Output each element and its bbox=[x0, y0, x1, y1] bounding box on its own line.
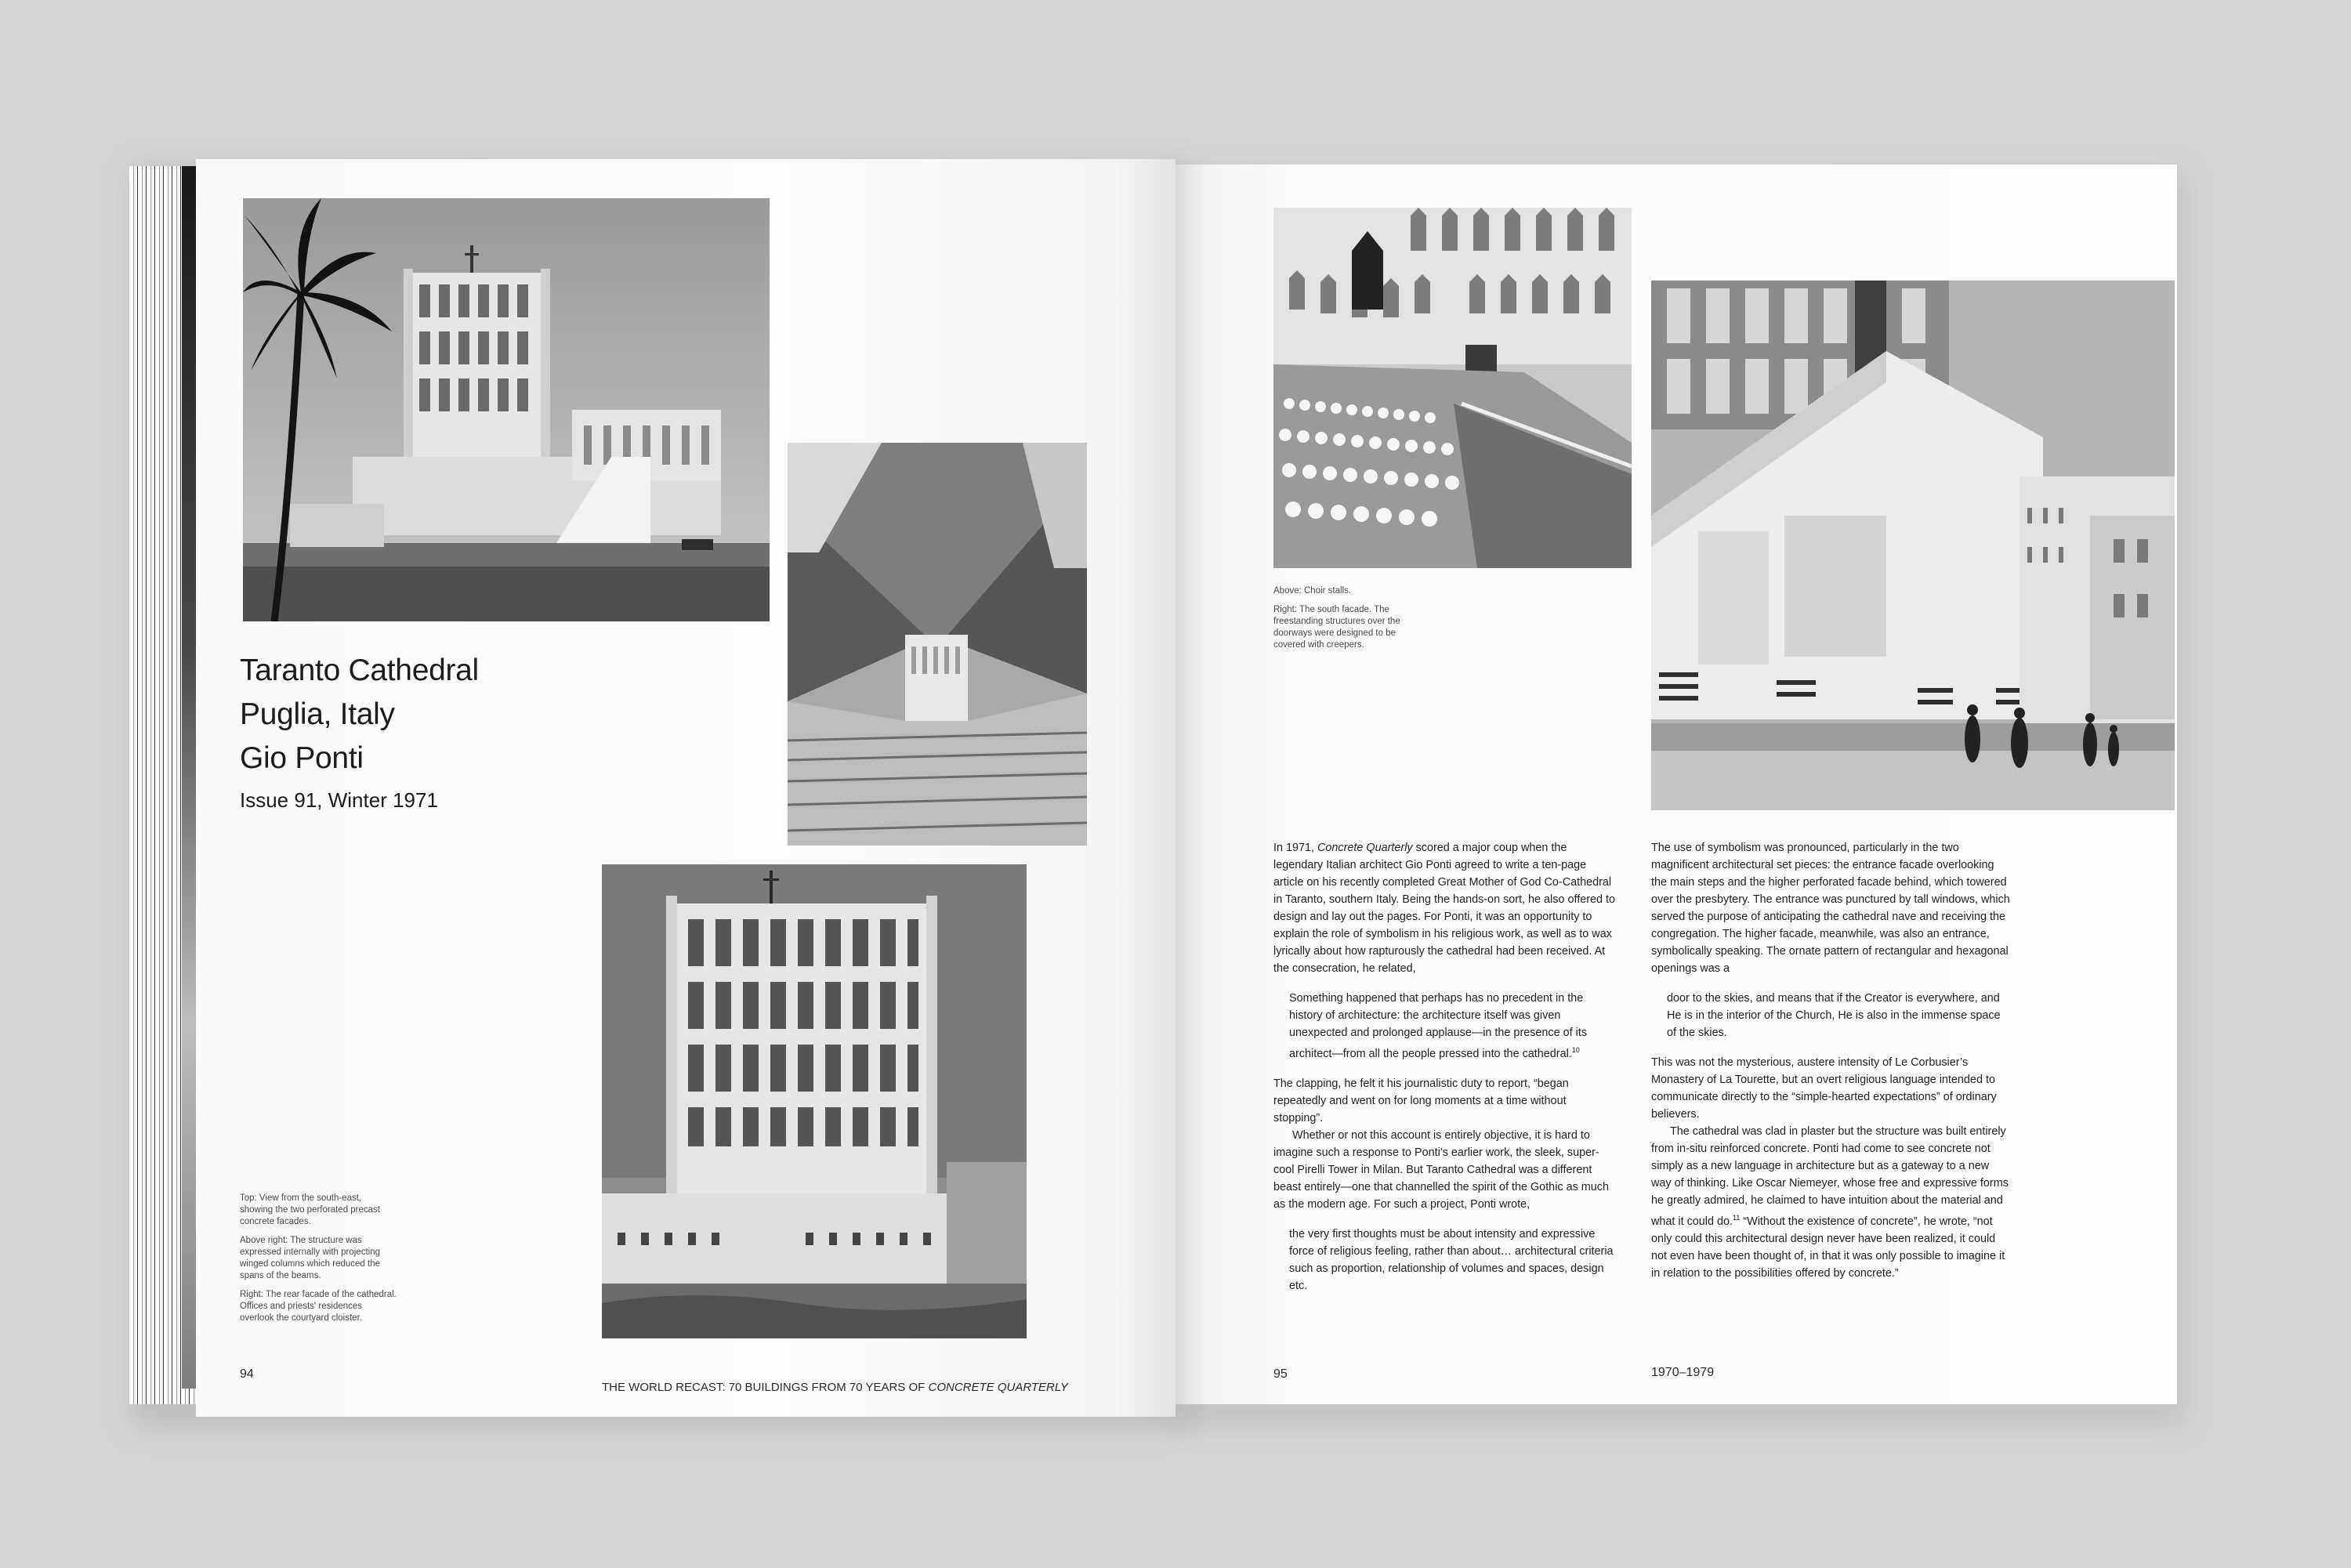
paragraph-symbolism: The use of symbolism was pronounced, particularly in the two magnificent architectural set pieces: the entrance facade overlooking the main steps and the higher perforated facade behind, which towered over the presbytery. The entrance was punctured by tall windows, which served the purpose of anticipating the cathedral nave and receiving the congregation. The higher facade, meanwhile, was also an entrance, symbolically speaking. The ornate pattern of rectangular and hexagonal openings was a bbox=[1651, 842, 2010, 975]
quote-first-thoughts: the very first thoughts must be about intensity and expressive force of religious feeling, rather than about… architectural criteria such as proportion, relationship of volumes and spaces, design etc. bbox=[1289, 1227, 1614, 1292]
caption-top: Top: View from the south-east, showing the two perforated precast concrete facades. bbox=[240, 1193, 380, 1226]
running-title bbox=[602, 1381, 1068, 1394]
article-body-column-1 bbox=[1273, 839, 1618, 1307]
quote-consecration bbox=[1289, 990, 1618, 1063]
quote-consecration-text: Something happened that perhaps has no precedent in the history of architecture: the architecture itself was given unexpected and prolonged applause—in the presence of its architect—from all the people pressed into the cathedral. bbox=[1289, 992, 1588, 1060]
publication-name: Concrete Quarterly bbox=[1317, 842, 1413, 854]
issue-label: Issue 91, Winter 1971 bbox=[240, 788, 438, 812]
right-captions bbox=[1273, 585, 1422, 658]
photo-south-facade bbox=[1651, 281, 2175, 810]
paragraph-le-corbusier: This was not the mysterious, austere intensity of Le Corbusier’s Monastery of La Tourette, but an overt religious language intended to communicate directly to the “simple-hearted expectations” of ordinary believers. bbox=[1651, 1056, 1997, 1121]
caption-right: Right: The rear facade of the cathedral. Offices and priests' residences overlook the courtyard cloister. bbox=[240, 1290, 397, 1323]
paragraph-intro bbox=[1273, 839, 1618, 977]
paragraph-intro-start: In 1971, bbox=[1273, 842, 1318, 854]
paragraph-concrete-start: The cathedral was clad in plaster but the structure was built entirely from in-situ reinforced concrete. Ponti had come to see concrete not simply as a new language in architecture but as a gateway to a new way of thinking. Like Oscar Niemeyer, whose free and expressive forms he greatly admired, he claimed to have intuition about the material and what it could do. bbox=[1651, 1125, 2009, 1228]
paragraph-concrete-rest: “Without the existence of concrete”, he wrote, “not only could this architectural design never have been realized, it could not even have been thought of, in that it was only possible to imagine it in relation to the possibilities offered by concrete.” bbox=[1651, 1215, 2005, 1280]
running-title-italic: CONCRETE QUARTERLY bbox=[928, 1381, 1068, 1394]
title-line-building: Taranto Cathedral bbox=[240, 654, 479, 687]
footnote-ref-11: 11 bbox=[1733, 1214, 1741, 1222]
photo-cathedral-south-east bbox=[243, 198, 770, 621]
footnote-ref-10: 10 bbox=[1571, 1046, 1580, 1054]
paragraph-objective: Whether or not this account is entirely objective, it is hard to imagine such a response to Ponti’s earlier work, the sleek, super-cool Pirelli Tower in Milan. But Taranto Cathedral was a different beast entirely—one that channelled the spirit of the Gothic as much as the modern age. For such a project, Ponti wrote, bbox=[1273, 1128, 1609, 1211]
title-line-architect: Gio Ponti bbox=[240, 741, 364, 775]
page-edge-dark bbox=[182, 166, 196, 1389]
quote-door-to-skies: door to the skies, and means that if the Creator is everywhere, and He is in the interior of the Church, He is also in the immense space of the skies. bbox=[1667, 992, 2001, 1039]
caption-south-facade: Right: The south facade. The freestanding structures over the doorways were designed to be covered with creepers. bbox=[1273, 605, 1400, 650]
photo-rear-facade bbox=[602, 864, 1027, 1338]
page-number-left: 94 bbox=[240, 1367, 254, 1381]
paragraph-concrete bbox=[1651, 1123, 2012, 1282]
left-captions bbox=[240, 1193, 397, 1331]
paragraph-intro-rest: scored a major coup when the legendary Italian architect Gio Ponti agreed to write a ten-page article on his recently completed Great Mother of God Co-Cathedral in Taranto, southern Italy. Being the hands-on sort, he also offered to design and lay out the pages. For Ponti, it was an opportunity to explain the role of symbolism in his religious work, as well as to wax lyrically about how rapturously the cathedral had been received. At the consecration, he related, bbox=[1273, 842, 1615, 975]
article-body-column-2 bbox=[1651, 839, 2012, 1282]
paragraph-clapping: The clapping, he felt it his journalistic duty to report, “began repeatedly and went on for long moments at a time without stopping”. bbox=[1273, 1077, 1569, 1124]
photo-choir-stalls bbox=[1273, 208, 1632, 568]
photo-interior-nave bbox=[788, 443, 1087, 846]
section-label: 1970–1979 bbox=[1651, 1366, 1715, 1379]
caption-above-right: Above right: The structure was expressed internally with projecting winged columns which reduced the spans of the beams. bbox=[240, 1236, 380, 1280]
title-line-location: Puglia, Italy bbox=[240, 697, 395, 731]
running-title-text: THE WORLD RECAST: 70 BUILDINGS FROM 70 YEARS OF bbox=[602, 1381, 929, 1394]
article-title bbox=[240, 649, 479, 780]
page-number-right: 95 bbox=[1273, 1367, 1288, 1381]
caption-choir-stalls: Above: Choir stalls. bbox=[1273, 586, 1352, 596]
